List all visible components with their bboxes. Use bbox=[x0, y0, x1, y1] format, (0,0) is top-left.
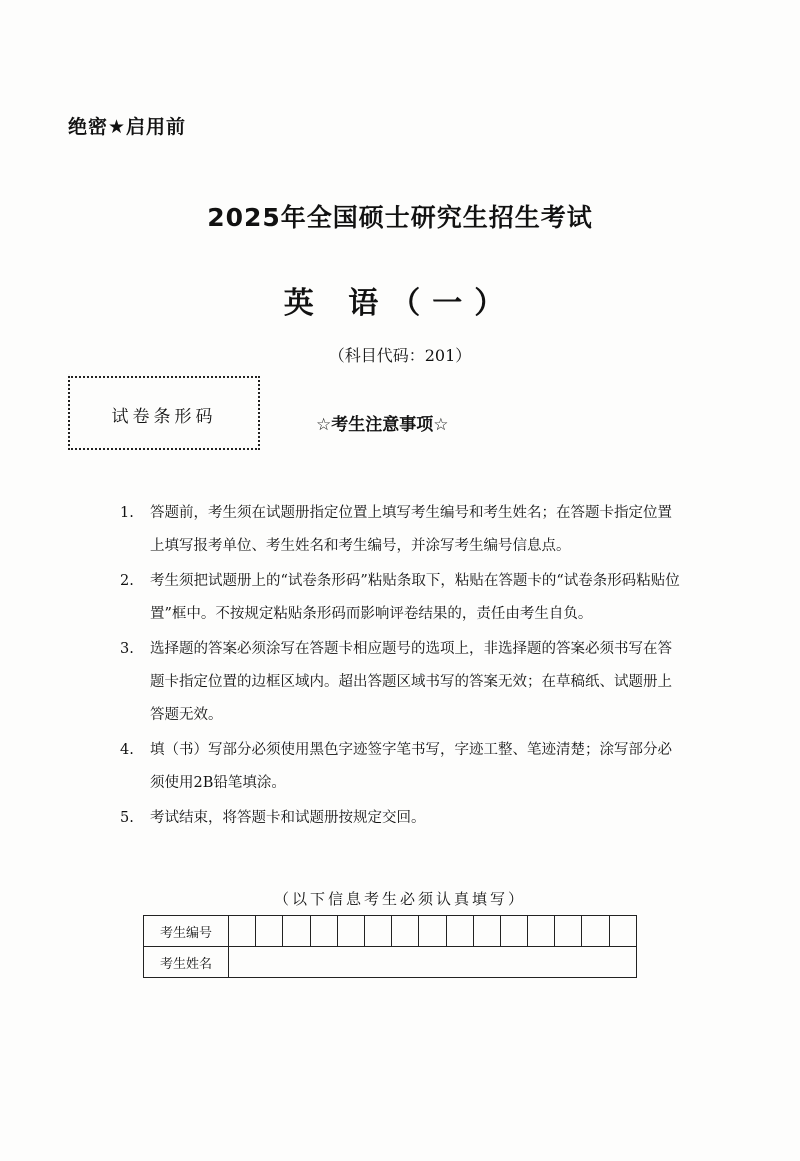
candidate-id-digit-box[interactable] bbox=[419, 916, 446, 947]
candidate-id-digit-box[interactable] bbox=[283, 916, 310, 947]
notice-number: 3. bbox=[120, 641, 134, 657]
exam-title: 2025年全国硕士研究生招生考试 bbox=[207, 203, 593, 232]
notice-number: 5. bbox=[120, 810, 134, 826]
candidate-name-label: 考生姓名 bbox=[144, 947, 229, 978]
notice-text: 考试结束，将答题卡和试题册按规定交回。 bbox=[150, 810, 426, 826]
candidate-id-digit-box[interactable] bbox=[473, 916, 500, 947]
candidate-id-digit-box[interactable] bbox=[256, 916, 283, 947]
subject-code: （科目代码：201） bbox=[328, 346, 472, 365]
notice-number: 4. bbox=[120, 742, 134, 758]
candidate-id-row bbox=[144, 916, 637, 947]
candidate-name-row bbox=[144, 947, 637, 978]
barcode-label: 试卷条形码 bbox=[111, 407, 217, 427]
notice-item bbox=[120, 734, 680, 800]
candidate-id-digit-box[interactable] bbox=[609, 916, 636, 947]
candidate-info-caption: （以下信息考生必须认真填写） bbox=[273, 890, 526, 908]
candidate-id-digit-box[interactable] bbox=[446, 916, 473, 947]
candidate-id-label: 考生编号 bbox=[144, 916, 229, 947]
notice-text: 答题前，考生须在试题册指定位置上填写考生编号和考生姓名；在答题卡指定位置上填写报考单位、考生姓名和考生编号，并涂写考生编号信息点。 bbox=[150, 505, 672, 554]
notice-list bbox=[120, 497, 680, 837]
subject-title: 英 语（一） bbox=[283, 286, 517, 321]
candidate-id-digit-box[interactable] bbox=[310, 916, 337, 947]
candidate-id-digit-box[interactable] bbox=[528, 916, 555, 947]
candidate-id-digit-box[interactable] bbox=[555, 916, 582, 947]
classification-label: 绝密★启用前 bbox=[68, 116, 187, 138]
candidate-id-digit-box[interactable] bbox=[392, 916, 419, 947]
candidate-id-digit-box[interactable] bbox=[229, 916, 256, 947]
barcode-placeholder-box bbox=[68, 376, 260, 450]
notice-heading: ☆考生注意事项☆ bbox=[316, 415, 449, 435]
notice-item bbox=[120, 565, 680, 631]
candidate-id-digit-box[interactable] bbox=[582, 916, 609, 947]
notice-number: 1. bbox=[120, 505, 134, 521]
candidate-id-digit-box[interactable] bbox=[337, 916, 364, 947]
candidate-info-table bbox=[143, 915, 637, 978]
candidate-id-digit-box[interactable] bbox=[500, 916, 527, 947]
notice-item bbox=[120, 802, 680, 835]
candidate-name-field[interactable] bbox=[229, 947, 637, 978]
notice-text: 选择题的答案必须涂写在答题卡相应题号的选项上，非选择题的答案必须书写在答题卡指定位置的边框区域内。超出答题区域书写的答案无效；在草稿纸、试题册上答题无效。 bbox=[150, 641, 672, 723]
notice-text: 考生须把试题册上的“试卷条形码”粘贴条取下，粘贴在答题卡的“试卷条形码粘贴位置”框中。不按规定粘贴条形码而影响评卷结果的，责任由考生自负。 bbox=[150, 573, 680, 622]
notice-item bbox=[120, 633, 680, 732]
notice-item bbox=[120, 497, 680, 563]
candidate-id-digit-box[interactable] bbox=[364, 916, 391, 947]
notice-text: 填（书）写部分必须使用黑色字迹签字笔书写，字迹工整、笔迹清楚；涂写部分必须使用2B铅笔填涂。 bbox=[150, 742, 672, 791]
notice-number: 2. bbox=[120, 573, 134, 589]
